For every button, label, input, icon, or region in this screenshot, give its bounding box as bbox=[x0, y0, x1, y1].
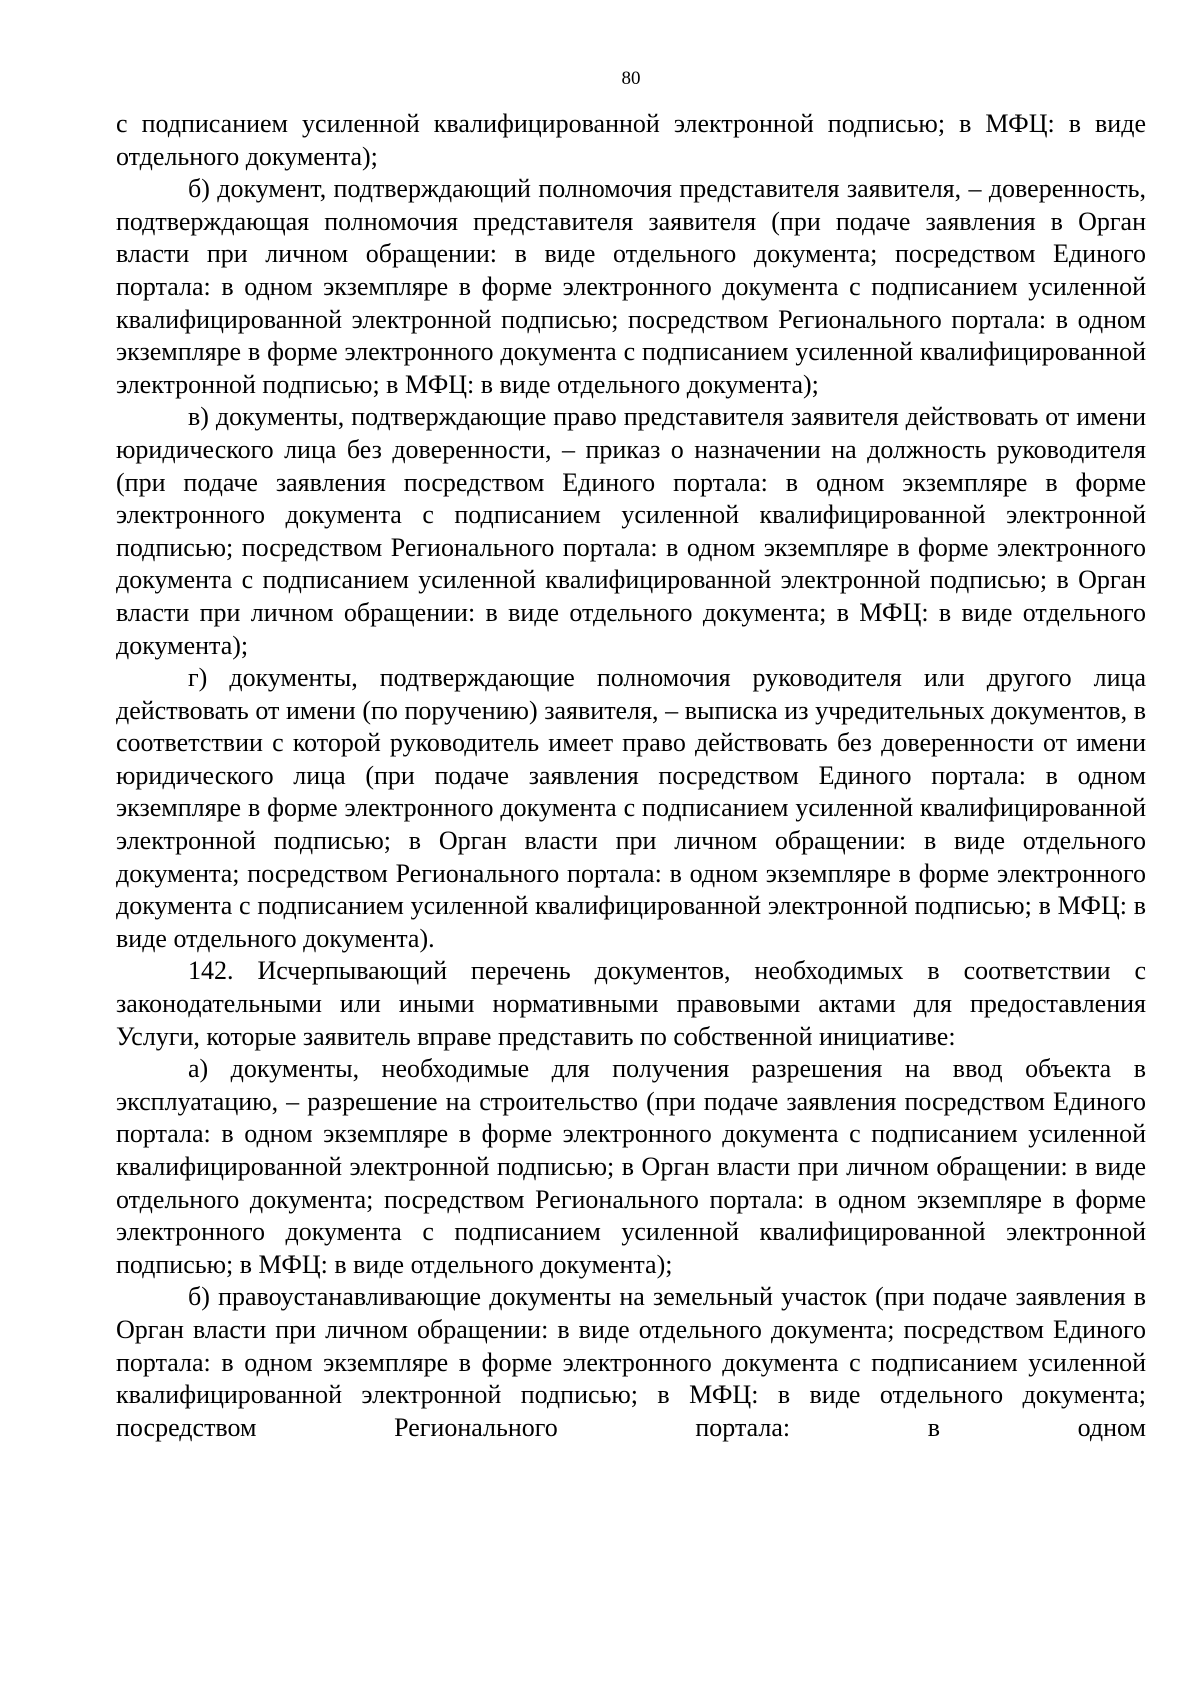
document-page bbox=[116, 66, 1146, 1444]
page-number: 80 bbox=[621, 68, 641, 89]
paragraph-item-a-construction-permit: а) документы, необходимые для получения разрешения на ввод объекта в эксплуатацию, – разрешение на строительство (при подаче заявления посредством Единого портала: в одном экземпляре в форме электронного документа с подписанием усиленной квалифицированной электронной подписью; в Орган власти при личном обращении: в виде отдельного документа; посредством Регионального портала: в одном экземпляре в форме электронного документа с подписанием усиленной квалифицированной электронной подписью; в МФЦ: в виде отдельного документа); bbox=[116, 1054, 1146, 1279]
paragraph-142-document-list: 142. Исчерпывающий перечень документов, необходимых в соответствии с законодательными или иными нормативными правовыми актами для предоставления Услуги, которые заявитель вправе представить по собственной инициативе: bbox=[116, 956, 1146, 1051]
paragraph-item-g-founding-documents-extract: г) документы, подтверждающие полномочия руководителя или другого лица действовать от имени (по поручению) заявителя, – выписка из учредительных документов, в соответствии с которой руководитель имеет право действовать без доверенности от имени юридического лица (при подаче заявления посредством Единого портала: в одном экземпляре в форме электронного документа с подписанием усиленной квалифицированной электронной подписью; в Орган власти при личном обращении: в виде отдельного документа; посредством Регионального портала: в одном экземпляре в форме электронного документа с подписанием усиленной квалифицированной электронной подписью; в МФЦ: в виде отдельного документа). bbox=[116, 663, 1146, 953]
paragraph-continuation: с подписанием усиленной квалифицированной электронной подписью; в МФЦ: в виде отдельного документа); bbox=[116, 109, 1146, 171]
paragraph-item-b-land-title-documents: б) правоустанавливающие документы на земельный участок (при подаче заявления в Орган власти при личном обращении: в виде отдельного документа; посредством Единого портала: в одном экземпляре в форме электронного документа с подписанием усиленной квалифицированной электронной подписью; в МФЦ: в виде отдельного документа; посредством Регионального портала: в одном bbox=[116, 1282, 1146, 1442]
paragraph-item-v-appointment-order: в) документы, подтверждающие право представителя заявителя действовать от имени юридического лица без доверенности, – приказ о назначении на должность руководителя (при подаче заявления посредством Единого портала: в одном экземпляре в форме электронного документа с подписанием усиленной квалифицированной электронной подписью; посредством Регионального портала: в одном экземпляре в форме электронного документа с подписанием усиленной квалифицированной электронной подписью; в Орган власти при личном обращении: в виде отдельного документа; в МФЦ: в виде отдельного документа); bbox=[116, 402, 1146, 660]
paragraph-item-b-power-of-attorney: б) документ, подтверждающий полномочия представителя заявителя, – доверенность, подтверждающая полномочия представителя заявителя (при подаче заявления в Орган власти при личном обращении: в виде отдельного документа; посредством Единого портала: в одном экземпляре в форме электронного документа с подписанием усиленной квалифицированной электронной подписью; посредством Регионального портала: в одном экземпляре в форме электронного документа с подписанием усиленной квалифицированной электронной подписью; в МФЦ: в виде отдельного документа); bbox=[116, 174, 1146, 399]
